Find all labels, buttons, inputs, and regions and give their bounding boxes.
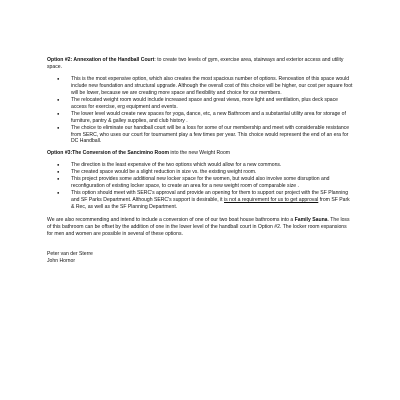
option-3-bullet-4-text: This option should meet with SERC's approval and provide an opening for them to support our project with the SF Planning and SF Parks Department. Although SERC's support is desirable, it — [71, 190, 349, 204]
closing-paragraph — [47, 217, 353, 238]
option-3-bullet-2: ● The created space would be a slight reduction in size vs. the existing weight room. — [47, 169, 353, 176]
option-3-title: Option #3:The Conversion of the Sancimino Room — [47, 150, 169, 157]
document-page — [47, 57, 353, 265]
option-2-title: Option #2: Annexation of the Handball Court — [47, 57, 155, 63]
option-2-bullet-3: ● The lower level would create new spaces for yoga, dance, etc, a new Bathroom and a substantial utility area for storage of furniture, pantry & galley supplies, and club history . — [47, 111, 353, 125]
option-2-bullet-list — [47, 76, 353, 146]
option-3-description: into the new Weight Room — [168, 150, 231, 157]
option-2-bullet-2: ● The relocated weight room would include increased space and great views, more light and ventilation, plus deck space access for exercise, erg equipment and events. — [47, 97, 353, 111]
option-3-heading — [47, 150, 353, 157]
option-3-bullet-1: ● The direction is the least expensive of the two options which would allow for a new commons. — [47, 162, 353, 169]
option-3-bullet-3: ● This project provides some additional new locker space for the women, but would also involve some disruption and reconfiguration of existing locker space, to create an area for a new weight room of comparable size . — [47, 176, 353, 190]
signature-john: John Hornor — [47, 257, 76, 264]
family-sauna-term: Family Sauna — [294, 217, 328, 224]
closing-text-part-1: We are also recommending and intend to include a conversion of one of our two boat house bathrooms into a — [47, 217, 295, 224]
option-2-description: : to create two levels of gym, exercise area, stairways and exterior access and utility space. — [47, 57, 344, 70]
option-2-heading — [47, 57, 353, 71]
signature-peter: Peter van der Sterre — [47, 250, 93, 257]
closing-text-part-2: . The loss of this bathroom can be offset by the addition of one in the lower level of the handball court in Option #2. The locker room expansions for men and women are possible in several of these options. — [47, 217, 350, 237]
option-3-bullet-4-underlined: is not a requirement for us to get approval — [224, 197, 319, 204]
option-3-bullet-4-tail: from SF Park & Rec, as well as the SF Planning Department. — [71, 197, 350, 211]
option-2-bullet-4: ● The choice to eliminate our handball court will be a loss for some of our membership and meet with considerable resistance from SERC, who uses our court for tournament play a few times per year. This choice would represent the end of an era for DC Handball. — [47, 125, 353, 146]
option-3-bullet-list — [47, 162, 353, 211]
option-2-bullet-1: ● This is the most expensive option, which also creates the most spacious number of options. Renovation of this space would include new foundation and structural upgrade. Although the overall cost of this choice will be higher, our cost per square foot will be lower, because we are creating more space and flexibility and choice for our members. — [47, 76, 353, 97]
option-3-bullet-4 — [47, 190, 353, 211]
